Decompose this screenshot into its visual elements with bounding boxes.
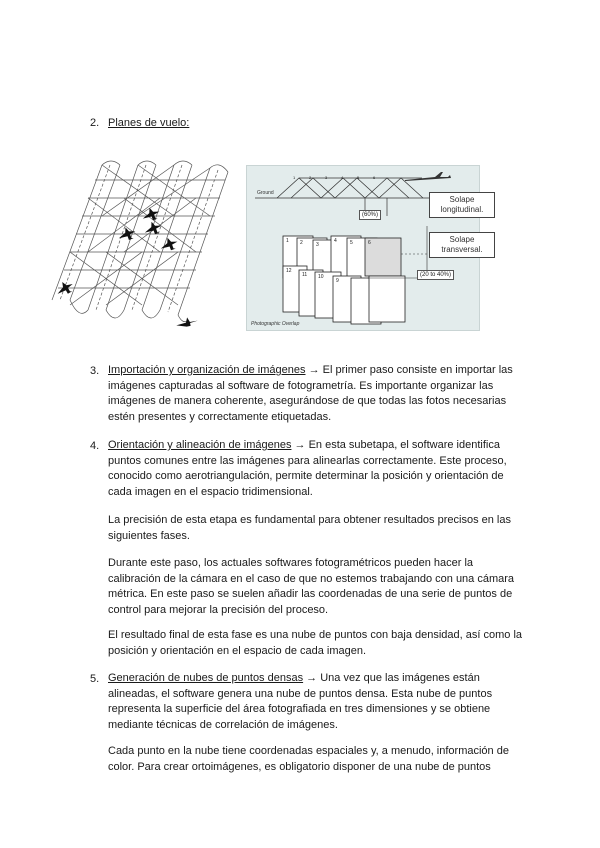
item-4 [108,438,528,500]
callout-longitudinal: Solape longitudinal. [429,192,495,218]
item-5 [108,671,528,733]
photo-number: 2 [300,240,303,246]
photographic-overlap-diagram [246,165,484,331]
item-3-text: El primer paso consiste en importar las imágenes capturadas al software de fotogrametría. Es importante organizar las imágenes de manera coherente, asegurándose de que todas las fotos necesarias estén presentes y correctamente etiquetadas. [108,364,513,423]
photo-number: 9 [336,278,339,284]
photo-number: 10 [318,274,324,280]
overlap-60-label: (60%) [359,210,381,220]
section-2-title: Planes de vuelo: [108,117,190,129]
top-number: 4 [341,175,344,180]
photo-number: 4 [334,238,337,244]
item-3 [108,363,528,425]
item-3-title: Importación y organización de imágenes [108,364,306,376]
paragraph-point-color: Cada punto en la nube tiene coordenadas espaciales y, a menudo, información de color. Para crear ortoimágenes, es obligatorio disponer de una nube de puntos [108,745,509,773]
photo-number: 1 [286,238,289,244]
section-2-heading [90,117,190,129]
top-number: 6 [373,175,376,180]
item-4-text: En esta subetapa, el software identifica puntos comunes entre las imágenes para alinearlas correctamente. Este proceso, conocido como aerotriangulación, permite determinar la posición y orientación de cada imagen en el espacio tridimensional. [108,439,507,498]
ground-label: Ground [257,190,274,196]
top-number: 3 [325,175,328,180]
item-3-arrow: → [308,364,320,376]
item-4-title: Orientación y alineación de imágenes [108,439,292,451]
figure-caption: Photographic Overlap [251,321,300,327]
paragraph-result: El resultado final de esta fase es una nube de puntos con baja densidad, así como la posición y orientación en el espacio de cada imagen. [108,629,523,657]
item-3-number: 3. [90,365,100,377]
item-5-title: Generación de nubes de puntos densas [108,672,304,684]
item-4-number: 4. [90,440,100,452]
photo-number: 5 [350,240,353,246]
item-5-arrow: → [306,672,318,684]
top-number: 1 [293,175,296,180]
item-5-number: 5. [90,673,100,685]
overlap-20-40-label: (20 to 40%) [417,270,454,280]
item-4-arrow: → [294,439,306,451]
photo-number: 11 [302,272,308,278]
section-2-number: 2. [90,117,100,129]
paragraph-calibration: Durante este paso, los actuales softwares fotogramétricos pueden hacer la calibración de la cámara en el caso de que no estemos trabajando con una cámara métrica. En este paso se suelen añadir las coordenadas de una serie de puntos de control para mejorar la precisión del proceso. [108,557,515,616]
paragraph-precision: La precisión de esta etapa es fundamental para obtener resultados precisos en las siguientes fases. [108,514,511,542]
top-number: 5 [357,175,360,180]
callout-transversal: Solape transversal. [429,232,495,258]
airplane-icon [405,172,451,181]
flight-plan-diagram [50,160,235,332]
top-number: 2 [309,175,312,180]
photo-number: 3 [316,242,319,248]
item-5-text: Una vez que las imágenes están alineadas, el software genera una nube de puntos densa. Esta nube de puntos representa la superficie del área fotografiada en tres dimensiones y se obtiene mediante técnicas de correlación de imágenes. [108,672,493,731]
photo-number: 6 [368,240,371,246]
photo-number: 12 [286,268,292,274]
